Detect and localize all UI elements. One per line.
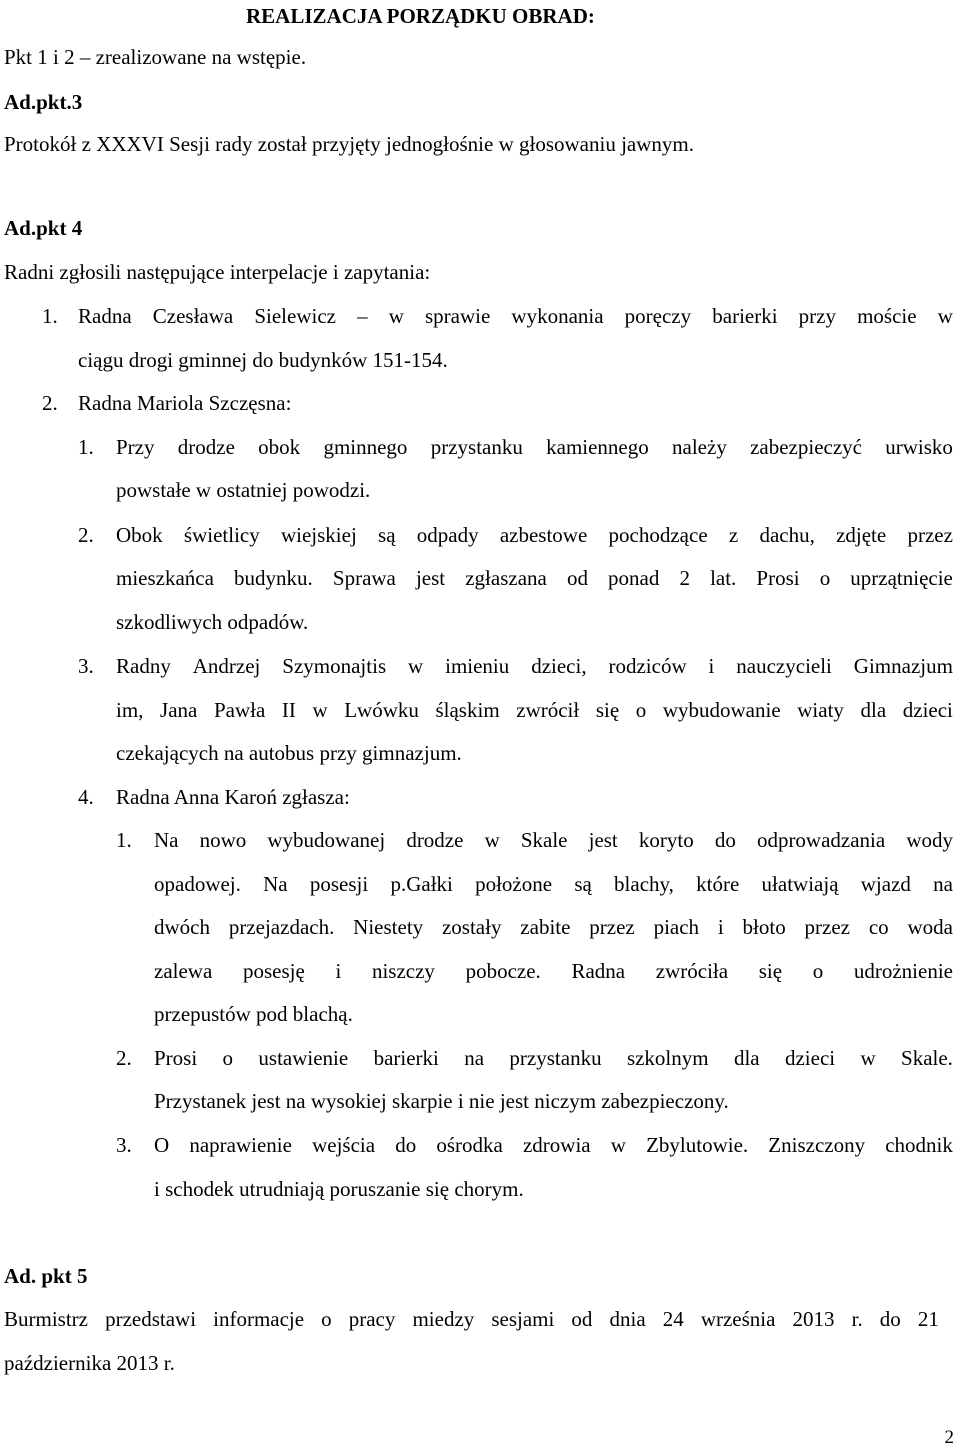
word: Sprawa — [332, 566, 396, 590]
word: dnia — [609, 1307, 646, 1331]
word: do — [879, 1307, 901, 1331]
word: położone — [475, 872, 553, 896]
subitem-4-3-line-2: i schodek utrudniają poruszanie się chorym. — [154, 1177, 524, 1201]
pkt5-line-2: października 2013 r. — [4, 1351, 175, 1375]
word: nauczycieli — [736, 654, 832, 678]
word: o — [812, 959, 824, 983]
item-number: 4. — [78, 785, 94, 809]
word: O — [154, 1133, 170, 1157]
word: sprawie — [424, 304, 491, 328]
word: się — [758, 959, 783, 983]
word: drodze — [177, 435, 235, 459]
word: przystanku — [509, 1046, 602, 1070]
word: na — [464, 1046, 485, 1070]
pkt5-line-1 — [4, 1309, 939, 1330]
word: zostały — [441, 915, 502, 939]
word: dachu, — [759, 523, 815, 547]
word: co — [868, 915, 889, 939]
page-title: REALIZACJA PORZĄDKU OBRAD: — [246, 4, 595, 28]
word: o — [321, 1307, 332, 1331]
page-number: 2 — [944, 1427, 954, 1448]
word: Burmistrz — [4, 1307, 88, 1331]
word: w — [388, 304, 404, 328]
word: 2 — [679, 566, 690, 590]
word: jest — [588, 828, 618, 852]
word: wejścia — [312, 1133, 376, 1157]
item-3-line-3: czekających na autobus przy gimnazjum. — [116, 741, 462, 765]
word: dzieci — [902, 698, 953, 722]
word: Skale. — [901, 1046, 953, 1070]
word: od — [566, 566, 588, 590]
word: przez — [907, 523, 953, 547]
word: wiaty — [797, 698, 844, 722]
word: odpady — [416, 523, 479, 547]
word: piach — [653, 915, 700, 939]
word: do — [714, 828, 736, 852]
word: zwróciła — [655, 959, 729, 983]
word: dwóch — [154, 915, 210, 939]
word: pochodzące — [608, 523, 708, 547]
word: dzieci — [784, 1046, 836, 1070]
word: przejazdach. — [228, 915, 335, 939]
word: chodnik — [885, 1133, 953, 1157]
word: z — [728, 523, 739, 547]
word: zwrócił — [516, 698, 580, 722]
subitem-4-2-line-2: Przystanek jest na wysokiej skarpie i nie jest niczym zabezpieczony. — [154, 1089, 729, 1113]
word: które — [696, 872, 740, 896]
word: informacje — [213, 1307, 305, 1331]
word: Zniszczony — [768, 1133, 866, 1157]
word: Prosi — [154, 1046, 198, 1070]
word: zabite — [520, 915, 571, 939]
word: ułatwiają — [761, 872, 839, 896]
word: przez — [804, 915, 851, 939]
word: Przy — [116, 435, 155, 459]
word: są — [574, 872, 592, 896]
item-3-line-1 — [116, 656, 953, 677]
word: o — [819, 566, 831, 590]
word: do — [395, 1133, 417, 1157]
word: nowo — [199, 828, 247, 852]
word: Radna — [571, 959, 626, 983]
word: mieszkańca — [116, 566, 214, 590]
word: zdrowia — [522, 1133, 591, 1157]
word: przy — [798, 304, 836, 328]
word: o — [222, 1046, 234, 1070]
word: na — [933, 872, 953, 896]
item-3-line-2 — [116, 700, 953, 721]
word: Prosi — [756, 566, 800, 590]
word: ośrodka — [436, 1133, 503, 1157]
word: dla — [733, 1046, 760, 1070]
word: Zbylutowie. — [646, 1133, 749, 1157]
word: zgłaszana — [465, 566, 547, 590]
word: pracy — [348, 1307, 396, 1331]
word: uprzątnięcie — [850, 566, 953, 590]
subitem-2-1-line-2: powstałe w ostatniej powodzi. — [116, 478, 371, 502]
word: Szymonajtis — [282, 654, 387, 678]
word: w — [610, 1133, 626, 1157]
word: Na — [263, 872, 288, 896]
word: barierki — [712, 304, 778, 328]
subitem-2-2-line-1 — [116, 525, 953, 546]
word: Jana — [160, 698, 198, 722]
word: pobocze. — [465, 959, 541, 983]
word: opadowej. — [154, 872, 241, 896]
word: urwisko — [885, 435, 953, 459]
word: Radna — [78, 304, 132, 328]
word: azbestowe — [499, 523, 588, 547]
word: – — [357, 304, 368, 328]
item-number: 1. — [42, 304, 58, 328]
word: Lwówku — [344, 698, 419, 722]
word: przez — [589, 915, 635, 939]
word: blachy, — [614, 872, 674, 896]
word: 24 — [662, 1307, 684, 1331]
word: wybudowanej — [267, 828, 386, 852]
word: dla — [860, 698, 887, 722]
word: się — [595, 698, 620, 722]
item-number: 2. — [42, 391, 58, 415]
word: Czesława — [152, 304, 234, 328]
subitem-2-2-line-2 — [116, 568, 953, 589]
word: Radny — [116, 654, 171, 678]
word: imieniu — [445, 654, 510, 678]
word: i — [335, 959, 342, 983]
word: Pawła — [213, 698, 266, 722]
subitem-4-2-line-1 — [154, 1048, 953, 1069]
word: Niestety — [353, 915, 424, 939]
pkt5-heading: Ad. pkt 5 — [4, 1264, 88, 1288]
word: odprowadzania — [756, 828, 886, 852]
subitem-4-1-line-2 — [154, 874, 953, 895]
word: sesjami — [491, 1307, 555, 1331]
word: od — [571, 1307, 593, 1331]
subitem-number: 1. — [78, 435, 94, 459]
word: wykonania — [511, 304, 604, 328]
word: lat. — [710, 566, 737, 590]
pkt3-heading: Ad.pkt.3 — [4, 90, 83, 114]
word: posesji — [309, 872, 369, 896]
word: obok — [258, 435, 301, 459]
word: zdjęte — [836, 523, 887, 547]
word: w — [408, 654, 424, 678]
word: woda — [907, 915, 953, 939]
word: kamiennego — [546, 435, 649, 459]
word: przystanku — [430, 435, 523, 459]
word: koryto — [638, 828, 694, 852]
word: Andrzej — [192, 654, 261, 678]
word: r. — [851, 1307, 863, 1331]
word: dzieci, — [531, 654, 587, 678]
word: zalewa — [154, 959, 213, 983]
subitem-4-1-line-4 — [154, 961, 953, 982]
word: w — [484, 828, 500, 852]
word: drodze — [406, 828, 464, 852]
subitem-4-1-line-3 — [154, 917, 953, 938]
word: należy — [672, 435, 727, 459]
word: p.Gałki — [390, 872, 453, 896]
subitem-2-1-line-1 — [116, 437, 953, 458]
subitem-4-3-line-1 — [154, 1135, 953, 1156]
word: i — [708, 654, 715, 678]
word: niszczy — [371, 959, 435, 983]
word: przedstawi — [105, 1307, 197, 1331]
word: budynku. — [234, 566, 313, 590]
intro-text: Pkt 1 i 2 – zrealizowane na wstępie. — [4, 45, 307, 69]
pkt3-text: Protokół z XXXVI Sesji rady został przyjęty jednogłośnie w głosowaniu jawnym. — [4, 132, 694, 156]
subitem-4-1-line-1 — [154, 830, 953, 851]
subitem-number: 2. — [116, 1046, 132, 1070]
item-1-line-2: ciągu drogi gminnej do budynków 151-154. — [78, 348, 448, 372]
word: Obok — [116, 523, 163, 547]
subitem-4-1-line-5: przepustów pod blachą. — [154, 1002, 353, 1026]
word: i — [717, 915, 724, 939]
word: 21 — [917, 1307, 939, 1331]
word: posesję — [242, 959, 305, 983]
word: świetlicy — [183, 523, 260, 547]
word: II — [281, 698, 296, 722]
word: w — [937, 304, 953, 328]
word: są — [378, 523, 396, 547]
word: w — [860, 1046, 876, 1070]
item-1-line-1 — [78, 306, 953, 327]
subitem-number: 3. — [116, 1133, 132, 1157]
word: szkolnym — [626, 1046, 709, 1070]
word: Skale — [520, 828, 568, 852]
word: błoto — [742, 915, 786, 939]
word: ustawienie — [258, 1046, 349, 1070]
word: wybudowanie — [662, 698, 781, 722]
word: poręczy — [624, 304, 692, 328]
pkt4-intro: Radni zgłosili następujące interpelacje i zapytania: — [4, 260, 431, 284]
word: w — [312, 698, 328, 722]
word: wody — [906, 828, 953, 852]
word: Sielewicz — [254, 304, 336, 328]
item-4-text: Radna Anna Karoń zgłasza: — [116, 785, 350, 809]
pkt4-heading: Ad.pkt 4 — [4, 216, 83, 240]
word: Na — [154, 828, 179, 852]
word: barierki — [373, 1046, 439, 1070]
word: udrożnienie — [853, 959, 953, 983]
word: im, — [116, 698, 144, 722]
subitem-2-2-line-3: szkodliwych odpadów. — [116, 610, 309, 634]
word: wjazd — [860, 872, 911, 896]
word: moście — [857, 304, 917, 328]
word: Gimnazjum — [853, 654, 953, 678]
word: rodziców — [608, 654, 687, 678]
word: jest — [415, 566, 446, 590]
word: o — [635, 698, 647, 722]
item-2-text: Radna Mariola Szczęsna: — [78, 391, 292, 415]
word: naprawienie — [189, 1133, 292, 1157]
word: 2013 — [792, 1307, 835, 1331]
word: wiejskiej — [280, 523, 357, 547]
word: gminnego — [323, 435, 408, 459]
subitem-number: 2. — [78, 523, 94, 547]
item-number: 3. — [78, 654, 94, 678]
word: zabezpieczyć — [750, 435, 862, 459]
word: śląskim — [435, 698, 500, 722]
word: ponad — [608, 566, 660, 590]
subitem-number: 1. — [116, 828, 132, 852]
word: miedzy — [412, 1307, 475, 1331]
word: września — [700, 1307, 776, 1331]
